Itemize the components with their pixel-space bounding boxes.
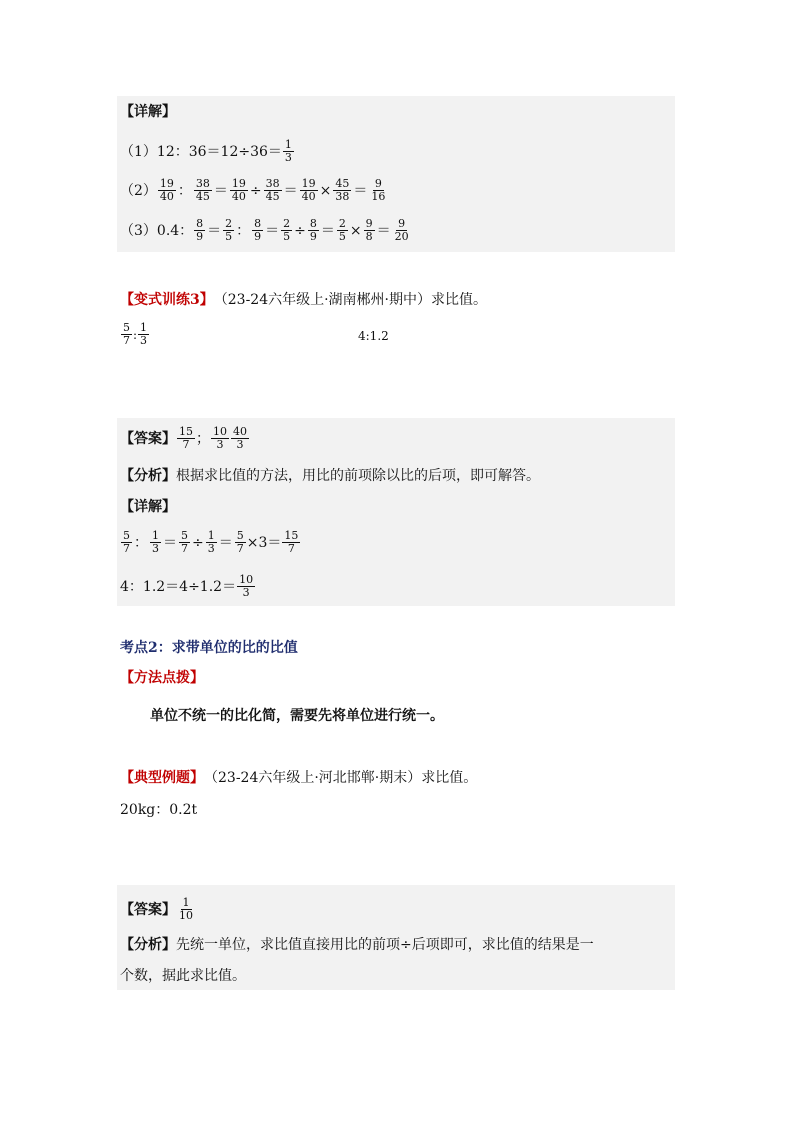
fraction: $\frac{10}{3}$ xyxy=(213,425,227,451)
example-problem: 20kg：0.2t xyxy=(120,802,198,818)
exercise-3-problem-1: $\frac{5}{7}$ : $\frac{1}{3}$ xyxy=(123,321,148,347)
fraction: $\frac{5}{7}$ xyxy=(181,529,188,555)
fraction: $\frac{8}{9}$ xyxy=(254,217,262,243)
fraction: $\frac{8}{9}$ xyxy=(196,217,204,243)
detail-line-2: 4：1.2＝4÷1.2＝ $\frac{10}{3}$ xyxy=(120,573,254,599)
fraction: $\frac{1}{10}$ xyxy=(179,896,193,922)
fraction: $\frac{38}{45}$ xyxy=(265,177,280,203)
fraction: $\frac{1}{3}$ xyxy=(152,529,159,555)
detail-label: 【详解】 xyxy=(120,499,176,515)
fraction: $\frac{19}{40}$ xyxy=(301,177,316,203)
fraction: $\frac{45}{38}$ xyxy=(335,177,350,203)
analysis-line-1: 【分析】 先统一单位，求比值直接用比的前项÷后项即可，求比值的结果是一 xyxy=(120,937,594,953)
section-title: 考点2：求带单位的比的比值 xyxy=(120,640,298,656)
fraction: $\frac{2}{5}$ xyxy=(225,217,233,243)
analysis-line-2: 个数，据此求比值。 xyxy=(120,968,246,984)
fraction: $\frac{19}{40}$ xyxy=(159,177,174,203)
fraction: $\frac{38}{45}$ xyxy=(195,177,210,203)
fraction: $\frac{9}{20}$ xyxy=(394,217,409,243)
fraction: $\frac{8}{9}$ xyxy=(309,217,317,243)
detail-label: 【详解】 xyxy=(120,104,176,120)
fraction: $\frac{1}{3}$ xyxy=(207,529,215,555)
answer-line: 【答案】 $\frac{15}{7}$ ； $\frac{10}{3}$ $\frac{40}{3}$ xyxy=(120,425,247,451)
example-heading: 【典型例题】 （23-24六年级上·河北邯郸·期末）求比值。 xyxy=(120,770,478,786)
fraction: $\frac{5}{7}$ xyxy=(123,321,130,347)
fraction: $\frac{40}{3}$ xyxy=(233,425,247,451)
fraction: $\frac{15}{7}$ xyxy=(284,529,299,555)
answer-line: 【答案】 $\frac{1}{10}$ xyxy=(120,896,193,922)
detail-line-2: （2） $\frac{19}{40}$ ： $\frac{38}{45}$ ＝ $\frac{19}{40}$ ÷ $\frac{38}{45}$ ＝ $\frac{19}{40}$ × $\frac{45}{38}$ ＝ $\frac{9}{16}$ xyxy=(120,177,386,203)
fraction: $\frac{5}{7}$ xyxy=(123,529,130,555)
detail-line-1: （1）12：36＝12÷36＝ $\frac{1}{3}$ xyxy=(120,138,292,164)
fraction: $\frac{9}{8}$ xyxy=(365,217,373,243)
analysis-line: 【分析】 根据求比值的方法，用比的前项除以比的后项，即可解答。 xyxy=(120,468,540,484)
method-text: 单位不统一的比化简，需要先将单位进行统一。 xyxy=(150,708,444,724)
exercise-3-heading: 【变式训练3】 （23-24六年级上·湖南郴州·期中）求比值。 xyxy=(120,292,488,308)
detail-line-3: （3）0.4： $\frac{8}{9}$ ＝ $\frac{2}{5}$ ： $\frac{8}{9}$ ＝ $\frac{2}{5}$ ÷ $\frac{8}{9}$ ＝ $\frac{2}{5}$ × $\frac{9}{8}$ ＝ $\frac{9}{20}$ xyxy=(120,217,409,243)
detail-line-1: $\frac{5}{7}$ ： $\frac{1}{3}$ ＝ $\frac{5}{7}$ ÷ $\frac{1}{3}$ ＝ $\frac{5}{7}$ ×3＝ $\frac{15}{7}$ xyxy=(123,529,299,555)
fraction: $\frac{10}{3}$ xyxy=(239,573,254,599)
method-label: 【方法点拨】 xyxy=(120,670,204,686)
fraction: $\frac{15}{7}$ xyxy=(179,425,193,451)
fraction: $\frac{5}{7}$ xyxy=(236,529,244,555)
fraction: $\frac{2}{5}$ xyxy=(283,217,291,243)
fraction: $\frac{19}{40}$ xyxy=(231,177,246,203)
fraction: $\frac{2}{5}$ xyxy=(338,217,346,243)
exercise-3-problem-2: 4:1.2 xyxy=(358,329,389,343)
fraction: $\frac{1}{3}$ xyxy=(140,321,148,347)
fraction: $\frac{9}{16}$ xyxy=(371,177,386,203)
fraction: $\frac{1}{3}$ xyxy=(284,138,292,164)
